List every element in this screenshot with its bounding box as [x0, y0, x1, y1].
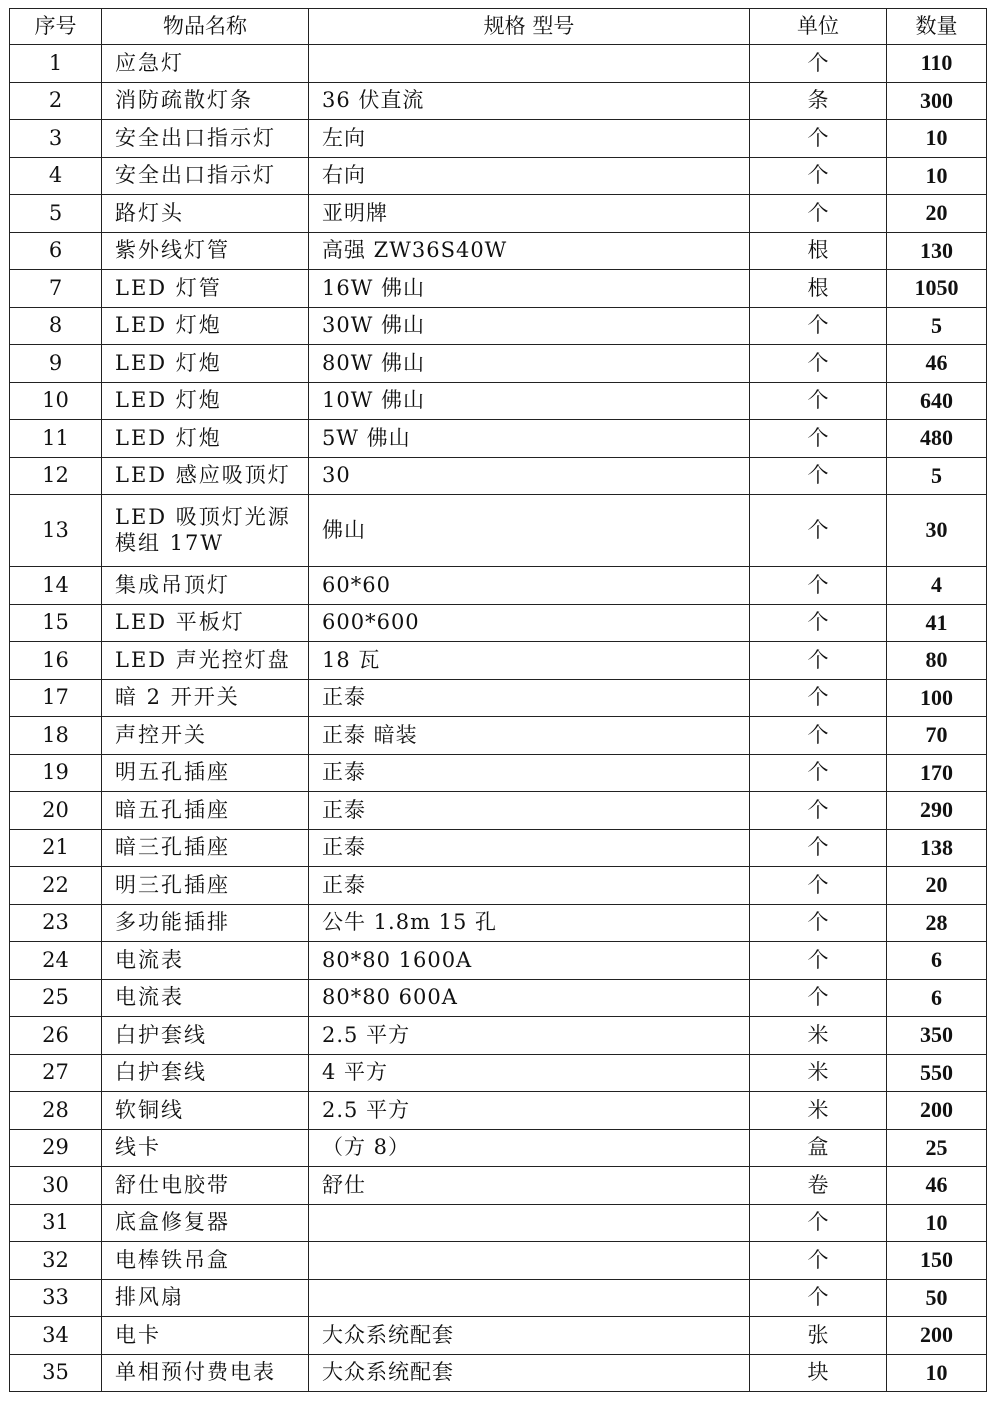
cell-name: 暗三孔插座 — [102, 829, 309, 867]
cell-spec: 高强 ZW36S40W — [309, 232, 750, 270]
cell-spec: 大众系统配套 — [309, 1317, 750, 1355]
cell-name: 多功能插排 — [102, 904, 309, 942]
cell-unit: 个 — [750, 1204, 887, 1242]
cell-name: LED 灯炮 — [102, 307, 309, 345]
cell-spec: 公牛 1.8m 15 孔 — [309, 904, 750, 942]
cell-name: LED 吸顶灯光源模组 17W — [102, 495, 309, 567]
cell-no: 2 — [10, 82, 102, 120]
cell-qty: 4 — [887, 567, 987, 605]
cell-qty: 200 — [887, 1317, 987, 1355]
cell-no: 13 — [10, 495, 102, 567]
cell-spec — [309, 1242, 750, 1280]
cell-qty: 150 — [887, 1242, 987, 1280]
cell-no: 25 — [10, 979, 102, 1017]
table-row — [10, 567, 987, 605]
cell-spec: 18 瓦 — [309, 642, 750, 680]
table-row — [10, 232, 987, 270]
cell-unit: 张 — [750, 1317, 887, 1355]
cell-name: LED 灯炮 — [102, 382, 309, 420]
cell-qty: 50 — [887, 1279, 987, 1317]
table-row — [10, 382, 987, 420]
header-no: 序号 — [10, 9, 102, 45]
cell-spec: 舒仕 — [309, 1167, 750, 1205]
cell-unit: 个 — [750, 679, 887, 717]
cell-spec: 16W 佛山 — [309, 270, 750, 308]
cell-unit: 个 — [750, 867, 887, 905]
cell-no: 4 — [10, 157, 102, 195]
cell-unit: 个 — [750, 1242, 887, 1280]
cell-unit: 个 — [750, 829, 887, 867]
cell-unit: 个 — [750, 45, 887, 83]
cell-no: 34 — [10, 1317, 102, 1355]
table-row — [10, 679, 987, 717]
cell-name: 白护套线 — [102, 1017, 309, 1055]
cell-name: 集成吊顶灯 — [102, 567, 309, 605]
cell-name: 路灯头 — [102, 195, 309, 233]
cell-qty: 480 — [887, 420, 987, 458]
cell-qty: 200 — [887, 1092, 987, 1130]
cell-no: 33 — [10, 1279, 102, 1317]
table-row — [10, 1092, 987, 1130]
cell-qty: 170 — [887, 754, 987, 792]
cell-qty: 130 — [887, 232, 987, 270]
cell-name: 线卡 — [102, 1129, 309, 1167]
cell-name: 白护套线 — [102, 1054, 309, 1092]
table-row — [10, 1167, 987, 1205]
table-row — [10, 1017, 987, 1055]
cell-unit: 个 — [750, 382, 887, 420]
cell-unit: 个 — [750, 979, 887, 1017]
table-row — [10, 82, 987, 120]
cell-no: 27 — [10, 1054, 102, 1092]
cell-no: 31 — [10, 1204, 102, 1242]
cell-unit: 块 — [750, 1354, 887, 1392]
cell-qty: 100 — [887, 679, 987, 717]
cell-spec: 左向 — [309, 120, 750, 158]
table-row — [10, 1279, 987, 1317]
cell-qty: 10 — [887, 1354, 987, 1392]
cell-unit: 个 — [750, 457, 887, 495]
cell-spec: 佛山 — [309, 495, 750, 567]
cell-name: 暗 2 开开关 — [102, 679, 309, 717]
cell-qty: 30 — [887, 495, 987, 567]
cell-no: 1 — [10, 45, 102, 83]
cell-unit: 个 — [750, 604, 887, 642]
cell-spec: 右向 — [309, 157, 750, 195]
cell-name: 声控开关 — [102, 717, 309, 755]
cell-unit: 个 — [750, 942, 887, 980]
table-row — [10, 1204, 987, 1242]
table-header-row — [10, 9, 987, 45]
cell-no: 11 — [10, 420, 102, 458]
cell-no: 16 — [10, 642, 102, 680]
cell-name: 电流表 — [102, 942, 309, 980]
cell-name: 电卡 — [102, 1317, 309, 1355]
cell-no: 9 — [10, 345, 102, 383]
cell-unit: 盒 — [750, 1129, 887, 1167]
cell-name: 明三孔插座 — [102, 867, 309, 905]
cell-unit: 米 — [750, 1017, 887, 1055]
table-row — [10, 979, 987, 1017]
cell-spec: （方 8） — [309, 1129, 750, 1167]
table-row — [10, 345, 987, 383]
cell-spec: 4 平方 — [309, 1054, 750, 1092]
cell-no: 29 — [10, 1129, 102, 1167]
cell-unit: 个 — [750, 567, 887, 605]
cell-qty: 110 — [887, 45, 987, 83]
cell-name: LED 灯炮 — [102, 420, 309, 458]
cell-unit: 个 — [750, 495, 887, 567]
table-row — [10, 754, 987, 792]
cell-name: 底盒修复器 — [102, 1204, 309, 1242]
table-row — [10, 495, 987, 567]
cell-no: 22 — [10, 867, 102, 905]
cell-no: 24 — [10, 942, 102, 980]
cell-unit: 个 — [750, 345, 887, 383]
cell-qty: 1050 — [887, 270, 987, 308]
cell-spec: 正泰 — [309, 867, 750, 905]
cell-qty: 290 — [887, 792, 987, 830]
cell-unit: 个 — [750, 642, 887, 680]
cell-spec: 正泰 — [309, 754, 750, 792]
table-row — [10, 717, 987, 755]
cell-qty: 6 — [887, 979, 987, 1017]
cell-no: 3 — [10, 120, 102, 158]
cell-qty: 10 — [887, 157, 987, 195]
cell-unit: 个 — [750, 195, 887, 233]
cell-name: 软铜线 — [102, 1092, 309, 1130]
table-row — [10, 1242, 987, 1280]
cell-unit: 条 — [750, 82, 887, 120]
cell-no: 35 — [10, 1354, 102, 1392]
cell-qty: 6 — [887, 942, 987, 980]
cell-qty: 80 — [887, 642, 987, 680]
cell-unit: 根 — [750, 232, 887, 270]
cell-no: 12 — [10, 457, 102, 495]
cell-spec: 2.5 平方 — [309, 1092, 750, 1130]
cell-spec: 80*80 1600A — [309, 942, 750, 980]
cell-name: 明五孔插座 — [102, 754, 309, 792]
cell-no: 6 — [10, 232, 102, 270]
cell-no: 7 — [10, 270, 102, 308]
cell-unit: 个 — [750, 754, 887, 792]
cell-qty: 46 — [887, 1167, 987, 1205]
cell-no: 5 — [10, 195, 102, 233]
cell-qty: 5 — [887, 307, 987, 345]
table-row — [10, 120, 987, 158]
cell-no: 26 — [10, 1017, 102, 1055]
cell-name: 电棒铁吊盒 — [102, 1242, 309, 1280]
cell-name: LED 灯管 — [102, 270, 309, 308]
table-row — [10, 642, 987, 680]
cell-unit: 个 — [750, 717, 887, 755]
cell-unit: 个 — [750, 420, 887, 458]
cell-qty: 10 — [887, 120, 987, 158]
table-row — [10, 829, 987, 867]
cell-spec: 30 — [309, 457, 750, 495]
cell-name: 紫外线灯管 — [102, 232, 309, 270]
cell-qty: 20 — [887, 195, 987, 233]
cell-spec — [309, 1279, 750, 1317]
cell-qty: 5 — [887, 457, 987, 495]
cell-spec — [309, 1204, 750, 1242]
cell-name: 电流表 — [102, 979, 309, 1017]
cell-spec: 5W 佛山 — [309, 420, 750, 458]
table-row — [10, 1317, 987, 1355]
cell-spec: 80*80 600A — [309, 979, 750, 1017]
cell-no: 14 — [10, 567, 102, 605]
cell-name: 暗五孔插座 — [102, 792, 309, 830]
cell-spec: 30W 佛山 — [309, 307, 750, 345]
cell-spec: 10W 佛山 — [309, 382, 750, 420]
cell-unit: 个 — [750, 157, 887, 195]
cell-spec: 亚明牌 — [309, 195, 750, 233]
table-row — [10, 157, 987, 195]
cell-name: 应急灯 — [102, 45, 309, 83]
cell-spec: 正泰 — [309, 829, 750, 867]
cell-qty: 70 — [887, 717, 987, 755]
table-body — [10, 45, 987, 1392]
cell-spec: 600*600 — [309, 604, 750, 642]
cell-no: 20 — [10, 792, 102, 830]
table-row — [10, 420, 987, 458]
table-row — [10, 942, 987, 980]
cell-no: 28 — [10, 1092, 102, 1130]
cell-qty: 20 — [887, 867, 987, 905]
header-unit: 单位 — [750, 9, 887, 45]
header-spec: 规格 型号 — [309, 9, 750, 45]
cell-qty: 640 — [887, 382, 987, 420]
cell-unit: 米 — [750, 1054, 887, 1092]
table-row — [10, 195, 987, 233]
cell-unit: 根 — [750, 270, 887, 308]
table-row — [10, 904, 987, 942]
cell-qty: 138 — [887, 829, 987, 867]
cell-qty: 300 — [887, 82, 987, 120]
table-row — [10, 45, 987, 83]
cell-no: 17 — [10, 679, 102, 717]
cell-unit: 个 — [750, 904, 887, 942]
table-row — [10, 457, 987, 495]
cell-no: 30 — [10, 1167, 102, 1205]
table-row — [10, 792, 987, 830]
cell-no: 18 — [10, 717, 102, 755]
cell-no: 19 — [10, 754, 102, 792]
cell-no: 8 — [10, 307, 102, 345]
cell-unit: 个 — [750, 120, 887, 158]
cell-no: 10 — [10, 382, 102, 420]
cell-unit: 卷 — [750, 1167, 887, 1205]
cell-spec: 2.5 平方 — [309, 1017, 750, 1055]
table-row — [10, 270, 987, 308]
cell-qty: 550 — [887, 1054, 987, 1092]
cell-no: 15 — [10, 604, 102, 642]
cell-name: LED 声光控灯盘 — [102, 642, 309, 680]
cell-qty: 350 — [887, 1017, 987, 1055]
cell-name: LED 灯炮 — [102, 345, 309, 383]
cell-qty: 41 — [887, 604, 987, 642]
table-row — [10, 867, 987, 905]
cell-spec: 正泰 — [309, 792, 750, 830]
header-name: 物品名称 — [102, 9, 309, 45]
table-row — [10, 307, 987, 345]
cell-spec: 36 伏直流 — [309, 82, 750, 120]
cell-name: LED 平板灯 — [102, 604, 309, 642]
cell-unit: 个 — [750, 307, 887, 345]
cell-name: 安全出口指示灯 — [102, 120, 309, 158]
cell-unit: 个 — [750, 792, 887, 830]
table-row — [10, 1354, 987, 1392]
cell-spec — [309, 45, 750, 83]
cell-no: 21 — [10, 829, 102, 867]
cell-name: 消防疏散灯条 — [102, 82, 309, 120]
cell-unit: 个 — [750, 1279, 887, 1317]
table-row — [10, 1129, 987, 1167]
cell-unit: 米 — [750, 1092, 887, 1130]
cell-name: 排风扇 — [102, 1279, 309, 1317]
cell-no: 32 — [10, 1242, 102, 1280]
cell-spec: 正泰 暗装 — [309, 717, 750, 755]
cell-name: 单相预付费电表 — [102, 1354, 309, 1392]
cell-spec: 大众系统配套 — [309, 1354, 750, 1392]
table-row — [10, 604, 987, 642]
cell-qty: 46 — [887, 345, 987, 383]
cell-qty: 10 — [887, 1204, 987, 1242]
cell-qty: 25 — [887, 1129, 987, 1167]
cell-name: 安全出口指示灯 — [102, 157, 309, 195]
header-qty: 数量 — [887, 9, 987, 45]
cell-spec: 正泰 — [309, 679, 750, 717]
table-row — [10, 1054, 987, 1092]
cell-name: 舒仕电胶带 — [102, 1167, 309, 1205]
materials-table — [9, 8, 987, 1392]
cell-spec: 60*60 — [309, 567, 750, 605]
cell-name: LED 感应吸顶灯 — [102, 457, 309, 495]
cell-no: 23 — [10, 904, 102, 942]
cell-spec: 80W 佛山 — [309, 345, 750, 383]
cell-qty: 28 — [887, 904, 987, 942]
